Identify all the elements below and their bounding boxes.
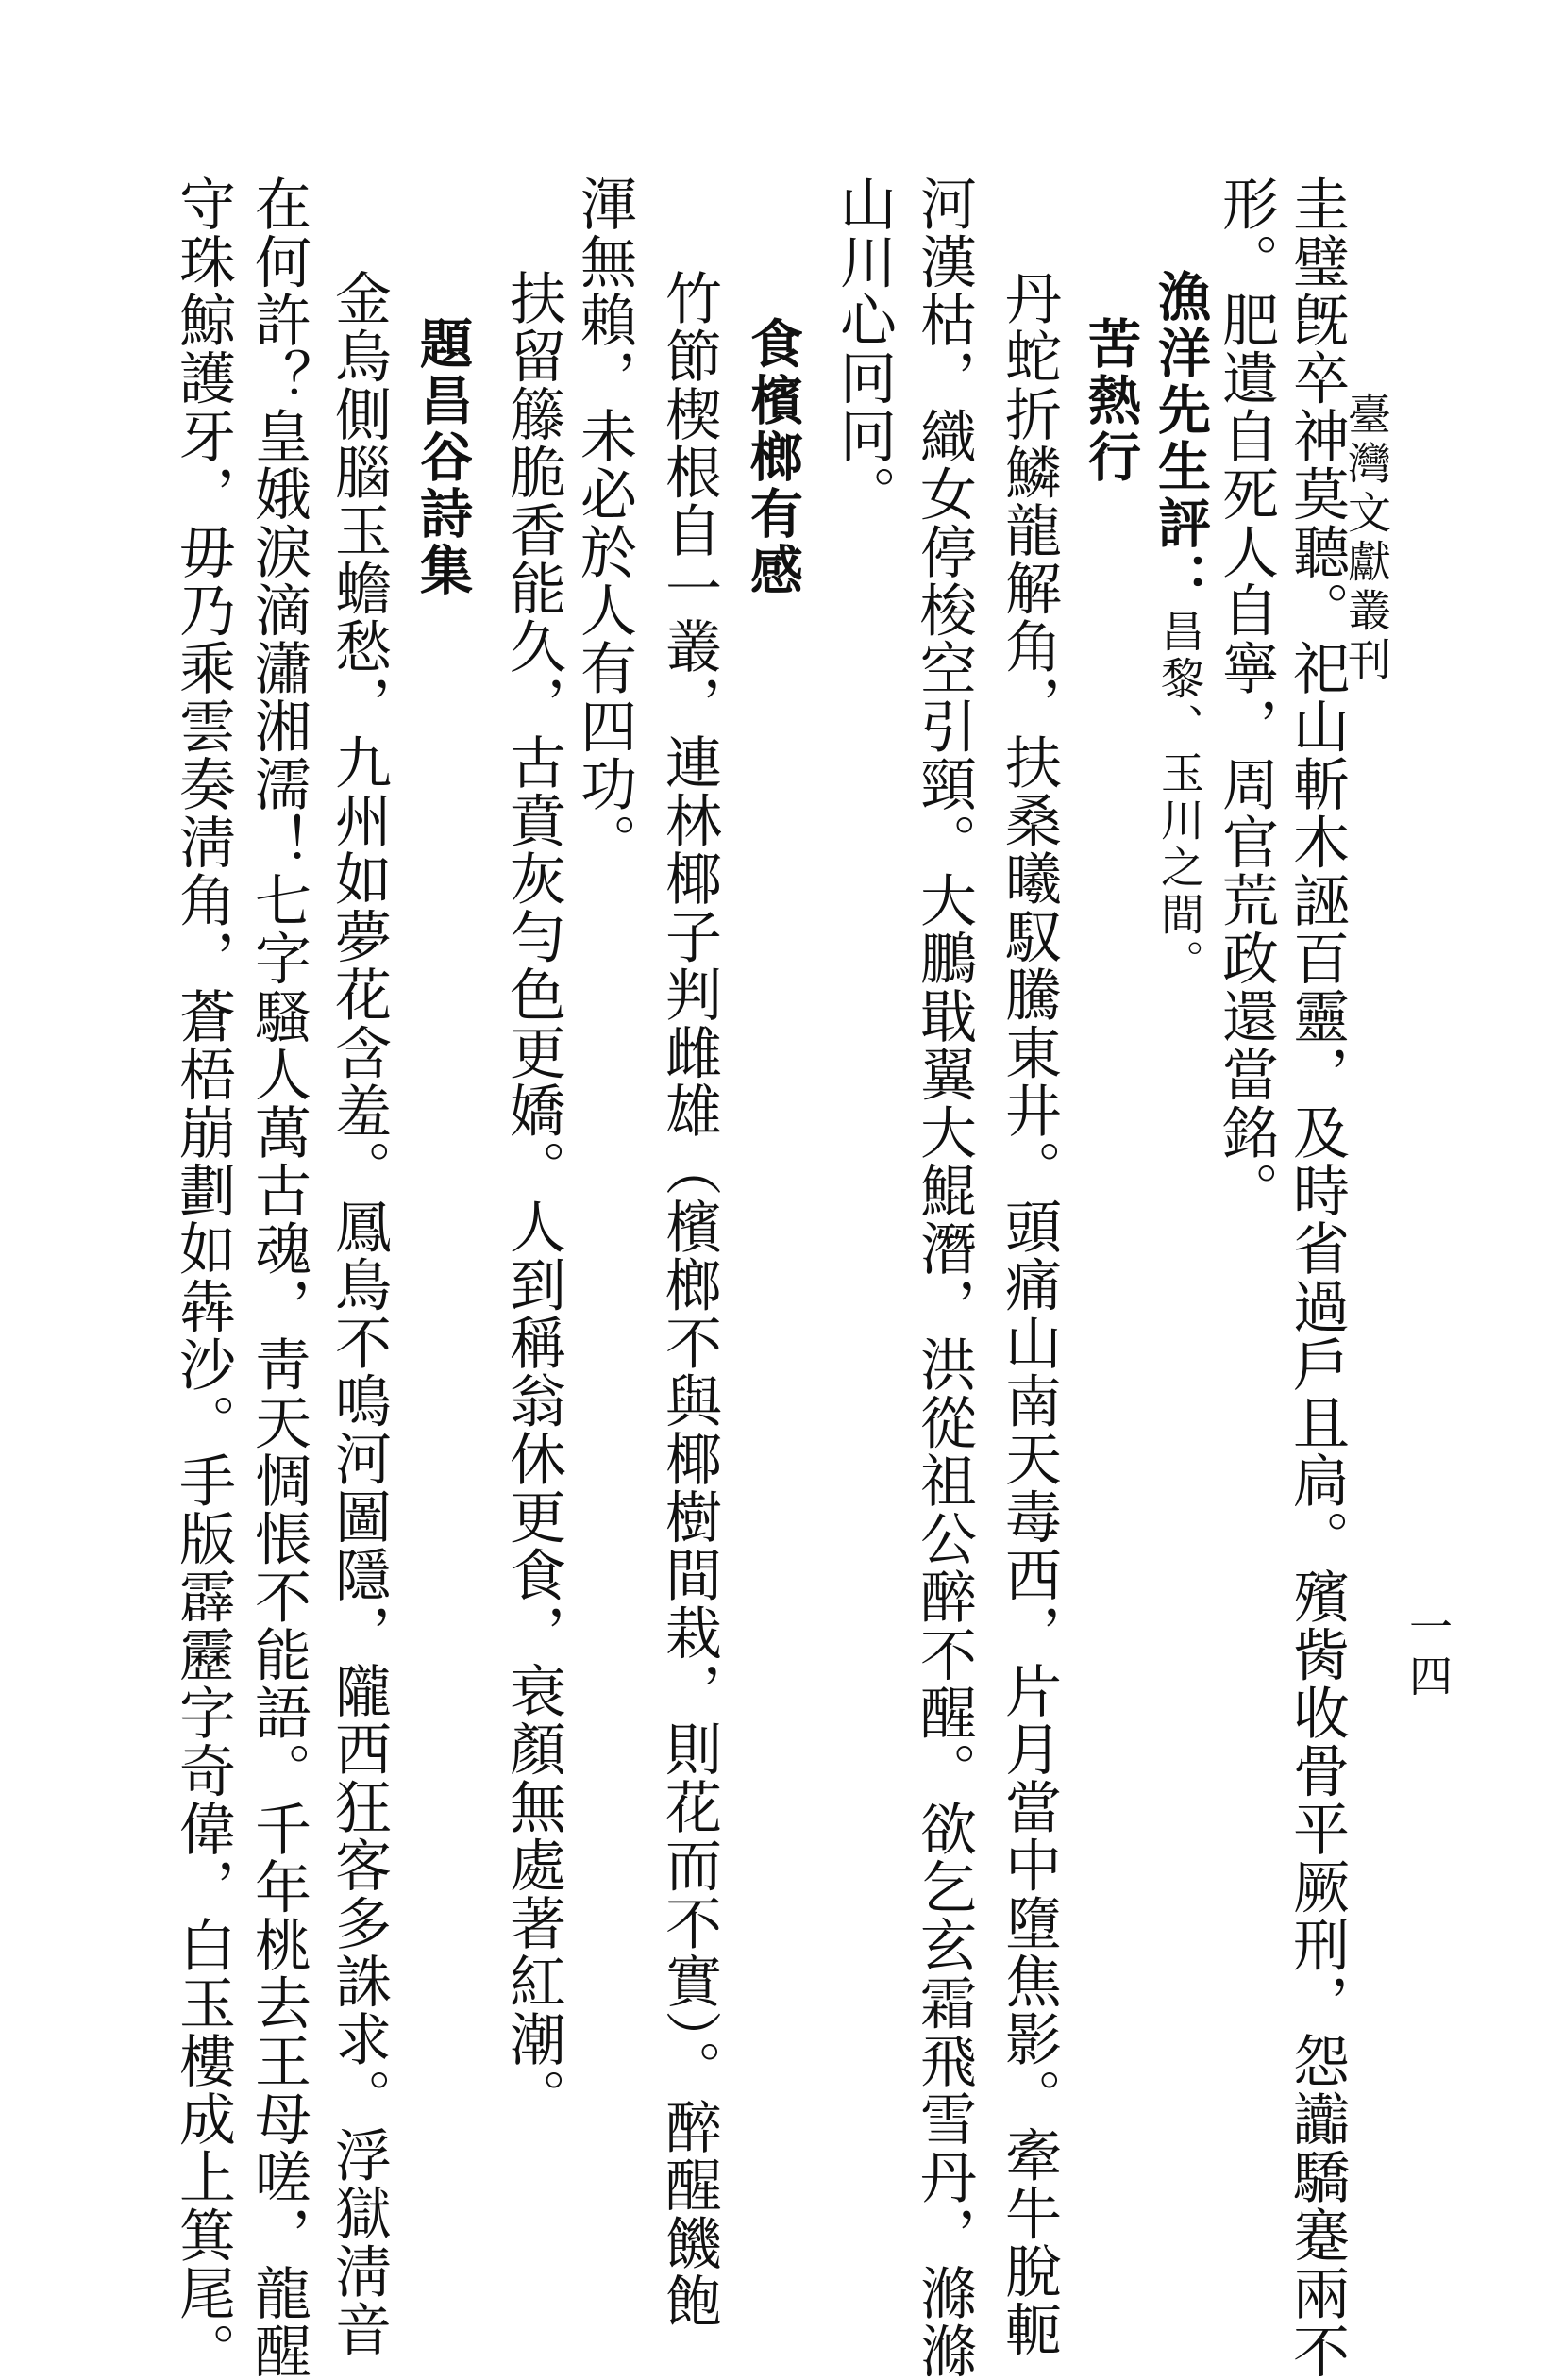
- book-title: 臺灣文獻叢刊: [1341, 392, 1392, 686]
- critic-comment-text: 昌黎、玉川之間。: [1154, 609, 1205, 986]
- text-column-4: 河漢枯，織女停梭空引頸。大鵬戢翼大鯤潛，洪從祖公醉不醒。欲乞玄霜飛雪丹，滌滌: [911, 175, 977, 2380]
- page-number: 一四: [1403, 1604, 1454, 1702]
- text-column-10: 在何許？皇娥淚滴瀟湘濡！七字騷人萬古魂，靑天惆悵不能語。千年桃去王母嗟，龍醒: [245, 175, 311, 2380]
- text-column-8: 扶留籐脆香能久，古賁灰勻色更嬌。人到稱翁休更食，衰顏無處著紅潮。: [500, 269, 566, 2126]
- text-column-1: 圭璧旣卒神莫聽。祀山斬木誣百靈，及時省過戶且扃。殯胔收骨平厥刑，怨讟驕蹇兩不: [1284, 175, 1350, 2380]
- text-column-6: 竹節楔根自一叢，連林椰子判雌雄（檳榔不與椰樹間栽，則花而不實）。醉醒饑飽: [656, 269, 722, 2330]
- poem-title-binglang: 食檳榔有感: [742, 316, 803, 599]
- text-column-7: 渾無賴，未必於人有四功。: [571, 175, 637, 871]
- critic-comment: [1150, 269, 1211, 986]
- poem-title-changgu: 題昌谷詩集: [412, 316, 473, 599]
- poem-title-ku-re-xing: 苦熱行: [1080, 316, 1141, 486]
- critic-comment-label: 漁洋先生評：: [1150, 269, 1211, 609]
- text-column-3: 丹蛇折鱗龍解角，扶桑曦馭騰東井。頭痛山南天毒西，片月當中墮焦影。牽牛脫軛: [996, 269, 1062, 2358]
- text-column-11: 守珠鯨護牙，毋乃乘雲奏淸角，蒼梧崩劃如犇沙。手版霹靂字奇偉，白玉樓成上箕尾。: [170, 175, 236, 2380]
- text-column-5: 山川心冋冋。: [831, 175, 897, 523]
- text-column-2: 形。肥遺自死人自寧，周官荒政還當銘。: [1213, 175, 1279, 1219]
- text-column-9: 金烏側腦玉蟾愁，九州如夢花含羞。鳳鳥不鳴河圖隱，隴西狂客多誅求。浮獄淸音: [326, 269, 392, 2358]
